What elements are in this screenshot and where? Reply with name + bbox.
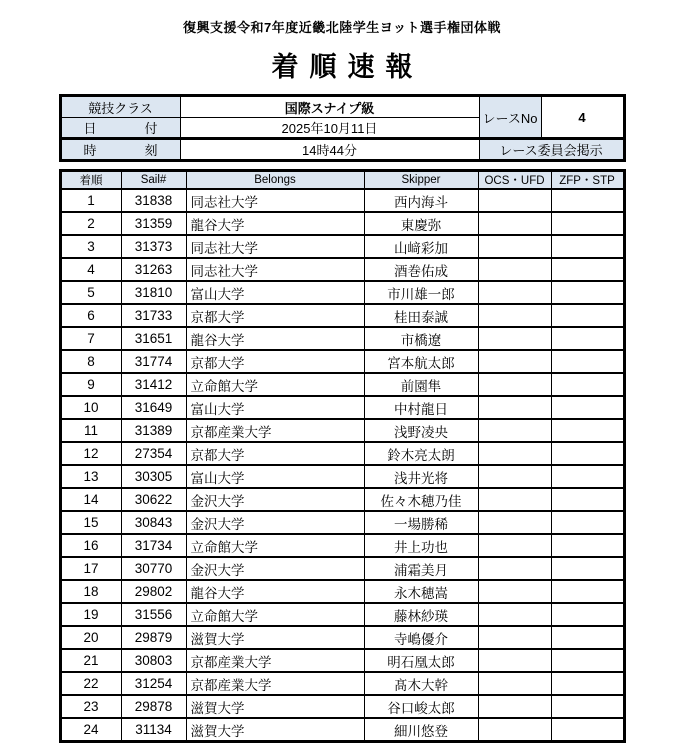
class-value-cell: 国際スナイプ級 [180,96,479,118]
zfp-stp-cell [551,649,624,672]
skipper-cell: 東慶弥 [364,212,478,235]
result-row [60,442,624,465]
class-label-cell: 競技クラス [60,96,180,118]
ocs-ufd-cell [478,488,551,511]
zfp-stp-cell [551,304,624,327]
belongs-cell: 京都産業大学 [186,672,364,695]
zfp-stp-cell [551,672,624,695]
ocs-ufd-cell [478,258,551,281]
ocs-ufd-cell [478,511,551,534]
belongs-cell: 京都大学 [186,350,364,373]
result-row [60,695,624,718]
belongs-cell: 滋賀大学 [186,626,364,649]
sail-cell: 31373 [121,235,186,258]
zfp-stp-cell [551,603,624,626]
result-row [60,557,624,580]
belongs-cell: 同志社大学 [186,189,364,212]
zfp-stp-cell [551,189,624,212]
skipper-cell: 一場勝稀 [364,511,478,534]
belongs-cell: 金沢大学 [186,511,364,534]
result-row [60,511,624,534]
sail-cell: 27354 [121,442,186,465]
belongs-cell: 京都産業大学 [186,419,364,442]
skipper-cell: 明石凰太郎 [364,649,478,672]
belongs-cell: 金沢大学 [186,557,364,580]
belongs-cell: 立命館大学 [186,603,364,626]
date-label-cell [60,118,180,139]
belongs-cell: 立命館大学 [186,373,364,396]
result-row [60,258,624,281]
sail-cell: 31810 [121,281,186,304]
zfp-stp-cell [551,511,624,534]
result-row [60,212,624,235]
skipper-cell: 前園隼 [364,373,478,396]
skipper-cell: 佐々木穂乃佳 [364,488,478,511]
skipper-cell: 浅井光将 [364,465,478,488]
date-label: 日 付 [83,121,158,136]
rank-cell: 17 [60,557,121,580]
ocs-ufd-cell [478,373,551,396]
zfp-stp-cell [551,626,624,649]
result-row [60,488,624,511]
ocs-ufd-cell [478,350,551,373]
bulletin-title: 着順速報 [271,52,424,82]
ocs-ufd-cell [478,419,551,442]
sail-cell: 31838 [121,189,186,212]
zfp-stp-cell [551,465,624,488]
rank-cell: 1 [60,189,121,212]
result-row [60,327,624,350]
belongs-cell: 京都産業大学 [186,649,364,672]
ocs-ufd-cell [478,396,551,419]
event-title: 復興支援令和7年度近畿北陸学生ヨット選手権団体戦 [183,20,501,35]
rank-cell: 21 [60,649,121,672]
rank-cell: 20 [60,626,121,649]
ocs-ufd-cell [478,189,551,212]
skipper-cell: 藤林紗瑛 [364,603,478,626]
rank-cell: 5 [60,281,121,304]
date-value-cell: 2025年10月11日 [180,118,479,139]
column-header-rank: 着順 [60,171,121,190]
ocs-ufd-cell [478,649,551,672]
sail-cell: 31359 [121,212,186,235]
result-row [60,189,624,212]
result-row [60,580,624,603]
sail-cell: 31389 [121,419,186,442]
results-table [59,169,626,743]
zfp-stp-cell [551,258,624,281]
result-row [60,235,624,258]
skipper-cell: 谷口峻太郎 [364,695,478,718]
skipper-cell: 永木穂嵩 [364,580,478,603]
belongs-cell: 京都大学 [186,304,364,327]
rank-cell: 18 [60,580,121,603]
ocs-ufd-cell [478,442,551,465]
time-value-cell: 14時44分 [180,139,479,161]
sail-cell: 29879 [121,626,186,649]
rank-cell: 23 [60,695,121,718]
zfp-stp-cell [551,419,624,442]
race-info-table [59,94,626,162]
belongs-cell: 金沢大学 [186,488,364,511]
sail-cell: 31556 [121,603,186,626]
zfp-stp-cell [551,396,624,419]
rank-cell: 13 [60,465,121,488]
ocs-ufd-cell [478,603,551,626]
result-row [60,304,624,327]
belongs-cell: 同志社大学 [186,258,364,281]
zfp-stp-cell [551,281,624,304]
result-row [60,672,624,695]
rank-cell: 15 [60,511,121,534]
rank-cell: 4 [60,258,121,281]
ocs-ufd-cell [478,557,551,580]
belongs-cell: 滋賀大学 [186,718,364,742]
sail-cell: 30803 [121,649,186,672]
zfp-stp-cell [551,488,624,511]
skipper-cell: 桂田泰誠 [364,304,478,327]
race-no-value-cell: 4 [541,96,624,139]
result-row [60,281,624,304]
rank-cell: 16 [60,534,121,557]
zfp-stp-cell [551,212,624,235]
rank-cell: 11 [60,419,121,442]
ocs-ufd-cell [478,672,551,695]
result-row [60,603,624,626]
belongs-cell: 龍谷大学 [186,327,364,350]
rank-cell: 19 [60,603,121,626]
sail-cell: 31649 [121,396,186,419]
column-header-ocs-ufd: OCS・UFD [478,171,551,190]
results-body [60,189,624,742]
zfp-stp-cell [551,718,624,742]
skipper-cell: 細川悠登 [364,718,478,742]
sail-cell: 31254 [121,672,186,695]
rank-cell: 12 [60,442,121,465]
zfp-stp-cell [551,557,624,580]
column-header-zfp-stp: ZFP・STP [551,171,624,190]
result-row [60,419,624,442]
rank-cell: 14 [60,488,121,511]
skipper-cell: 市橋遼 [364,327,478,350]
ocs-ufd-cell [478,580,551,603]
zfp-stp-cell [551,350,624,373]
result-row [60,465,624,488]
skipper-cell: 宮本航太郎 [364,350,478,373]
sail-cell: 31734 [121,534,186,557]
rank-cell: 7 [60,327,121,350]
ocs-ufd-cell [478,695,551,718]
belongs-cell: 富山大学 [186,396,364,419]
sail-cell: 29802 [121,580,186,603]
result-row [60,534,624,557]
skipper-cell: 井上功也 [364,534,478,557]
rank-cell: 9 [60,373,121,396]
sail-cell: 31134 [121,718,186,742]
column-header-skipper: Skipper [364,171,478,190]
result-row [60,649,624,672]
skipper-cell: 寺嶋優介 [364,626,478,649]
skipper-cell: 西内海斗 [364,189,478,212]
belongs-cell: 龍谷大学 [186,580,364,603]
committee-note-cell: レース委員会掲示 [479,139,624,161]
result-row [60,350,624,373]
sail-cell: 31651 [121,327,186,350]
belongs-cell: 立命館大学 [186,534,364,557]
ocs-ufd-cell [478,465,551,488]
rank-cell: 22 [60,672,121,695]
ocs-ufd-cell [478,281,551,304]
result-row [60,396,624,419]
sail-cell: 31774 [121,350,186,373]
rank-cell: 8 [60,350,121,373]
result-row [60,373,624,396]
skipper-cell: 市川雄一郎 [364,281,478,304]
result-row [60,626,624,649]
sail-cell: 30843 [121,511,186,534]
ocs-ufd-cell [478,212,551,235]
belongs-cell: 同志社大学 [186,235,364,258]
rank-cell: 3 [60,235,121,258]
sail-cell: 29878 [121,695,186,718]
ocs-ufd-cell [478,718,551,742]
zfp-stp-cell [551,695,624,718]
ocs-ufd-cell [478,626,551,649]
skipper-cell: 浅野凌央 [364,419,478,442]
zfp-stp-cell [551,373,624,396]
result-row [60,718,624,742]
ocs-ufd-cell [478,534,551,557]
sail-cell: 31412 [121,373,186,396]
belongs-cell: 富山大学 [186,281,364,304]
rank-cell: 6 [60,304,121,327]
sail-cell: 31733 [121,304,186,327]
column-header-sail: Sail# [121,171,186,190]
skipper-cell: 髙木大幹 [364,672,478,695]
column-header-row [60,171,624,190]
skipper-cell: 酒巻佑成 [364,258,478,281]
ocs-ufd-cell [478,235,551,258]
sail-cell: 30622 [121,488,186,511]
skipper-cell: 浦霜美月 [364,557,478,580]
belongs-cell: 富山大学 [186,465,364,488]
ocs-ufd-cell [478,304,551,327]
time-label: 時 刻 [83,143,158,158]
sail-cell: 31263 [121,258,186,281]
rank-cell: 10 [60,396,121,419]
zfp-stp-cell [551,580,624,603]
skipper-cell: 山﨑彩加 [364,235,478,258]
rank-cell: 2 [60,212,121,235]
zfp-stp-cell [551,442,624,465]
zfp-stp-cell [551,534,624,557]
sail-cell: 30305 [121,465,186,488]
zfp-stp-cell [551,235,624,258]
column-header-belongs: Belongs [186,171,364,190]
rank-cell: 24 [60,718,121,742]
race-no-label-cell: レースNo [479,96,541,139]
skipper-cell: 中村龍日 [364,396,478,419]
sail-cell: 30770 [121,557,186,580]
belongs-cell: 龍谷大学 [186,212,364,235]
belongs-cell: 京都大学 [186,442,364,465]
zfp-stp-cell [551,327,624,350]
time-label-cell [60,139,180,161]
belongs-cell: 滋賀大学 [186,695,364,718]
ocs-ufd-cell [478,327,551,350]
skipper-cell: 鈴木亮太朗 [364,442,478,465]
